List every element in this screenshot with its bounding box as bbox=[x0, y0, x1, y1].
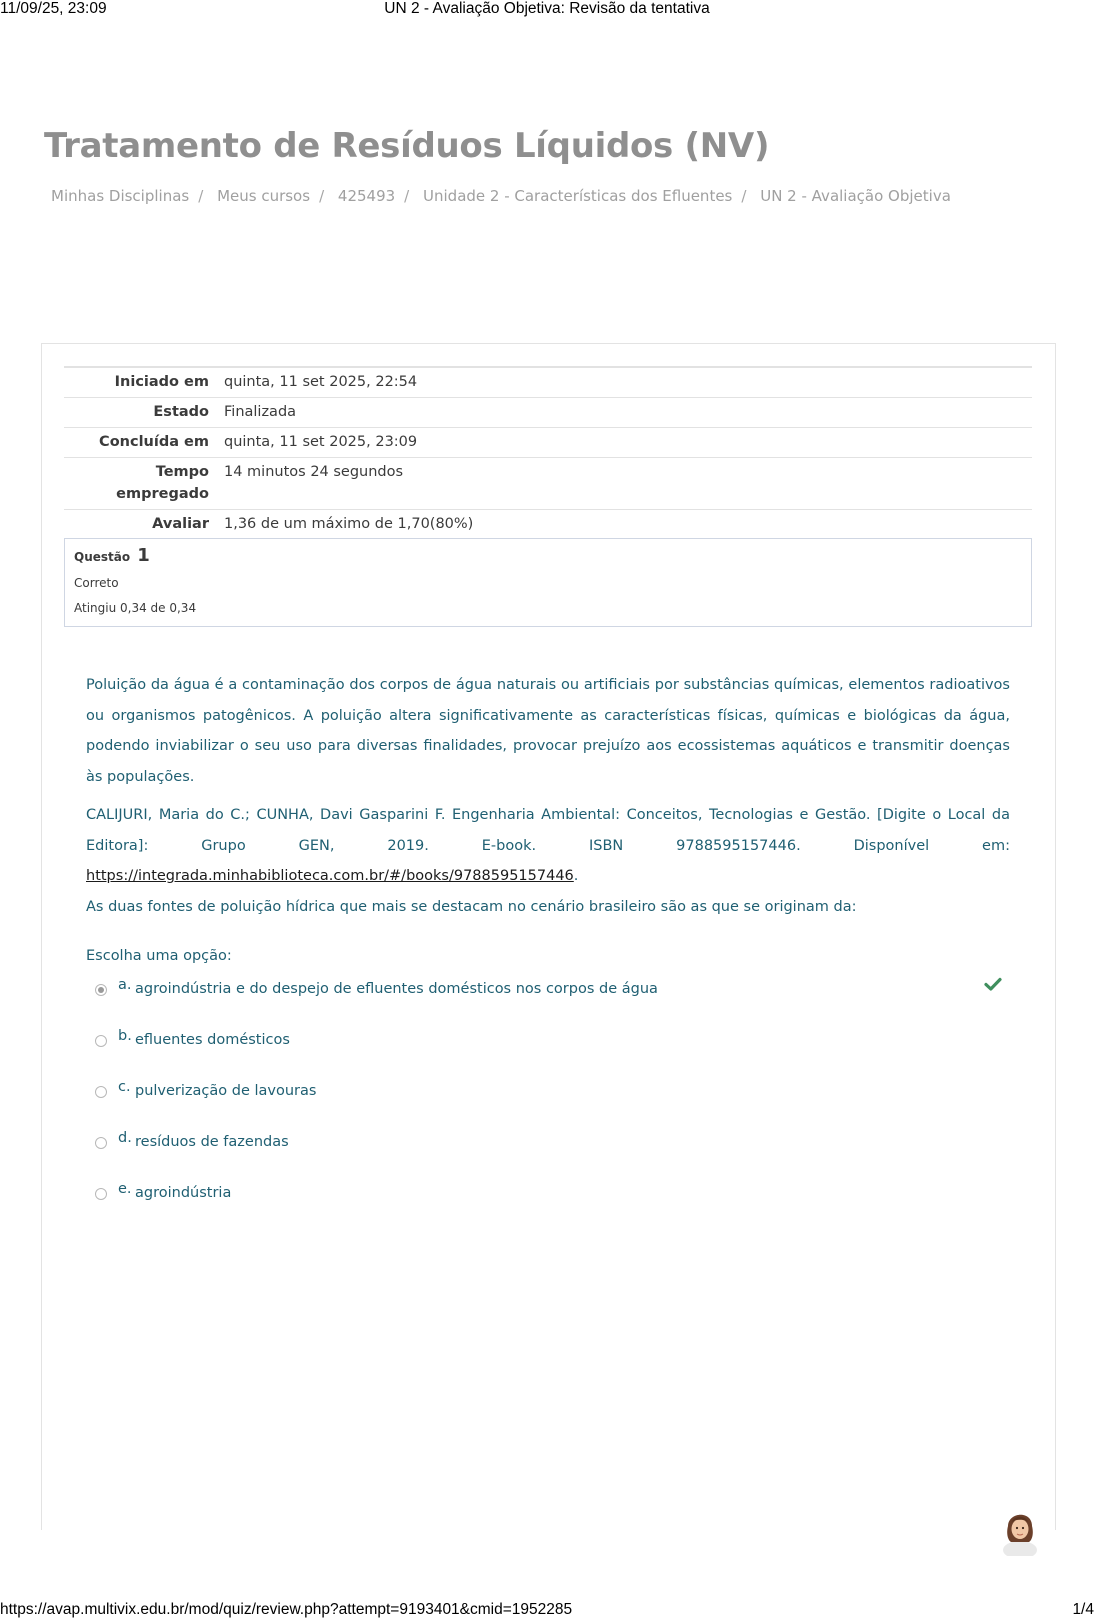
question-label: Questão bbox=[74, 550, 131, 564]
option-text: pulverização de lavouras bbox=[135, 1083, 317, 1099]
option-text: agroindústria e do despejo de efluentes domésticos nos corpos de água bbox=[135, 981, 658, 997]
reference-link[interactable]: https://integrada.minhabiblioteca.com.br/#/books/9788595157446 bbox=[86, 868, 574, 884]
option-letter: c. bbox=[118, 1079, 131, 1095]
option-letter: b. bbox=[118, 1028, 132, 1044]
radio-button[interactable] bbox=[95, 1188, 107, 1200]
answer-option-e[interactable] bbox=[95, 1181, 1035, 1211]
answer-option-d[interactable] bbox=[95, 1130, 1035, 1160]
breadcrumb-separator: / bbox=[198, 187, 204, 205]
check-icon bbox=[984, 975, 1002, 993]
answer-option-a[interactable] bbox=[95, 977, 1035, 1007]
breadcrumb-item-unidade[interactable]: Unidade 2 - Características dos Efluentes bbox=[423, 187, 733, 205]
summary-value: 14 minutos 24 segundos bbox=[224, 458, 1032, 510]
option-text: agroindústria bbox=[135, 1185, 232, 1201]
summary-label: Tempo empregado bbox=[64, 458, 224, 510]
reference-text: CALIJURI, Maria do C.; CUNHA, Davi Gasparini F. Engenharia Ambiental: Conceitos, Tecnologias e Gestão. [Digite o Local da Editora]: Grupo GEN, 2019. E-book. ISBN 9788595157446. Disponível em: bbox=[86, 807, 1010, 854]
summary-row bbox=[64, 367, 1032, 398]
breadcrumb-item-course-id[interactable]: 425493 bbox=[337, 187, 396, 205]
question-number bbox=[74, 545, 150, 566]
question-reference bbox=[86, 800, 1010, 892]
print-footer bbox=[0, 1601, 1094, 1621]
avatar-icon[interactable] bbox=[999, 1504, 1041, 1556]
print-url: https://avap.multivix.edu.br/mod/quiz/review.php?attempt=9193401&cmid=1952285 bbox=[0, 1601, 573, 1618]
course-title: Tratamento de Resíduos Líquidos (NV) bbox=[44, 126, 770, 166]
radio-button[interactable] bbox=[95, 1086, 107, 1098]
option-letter: a. bbox=[118, 977, 132, 993]
question-number-value: 1 bbox=[137, 545, 150, 566]
question-text bbox=[86, 670, 1010, 900]
answer-option-c[interactable] bbox=[95, 1079, 1035, 1109]
breadcrumb-separator: / bbox=[404, 187, 410, 205]
question-state: Correto bbox=[74, 576, 119, 590]
summary-label: Avaliar bbox=[64, 510, 224, 540]
breadcrumb-item-meus-cursos[interactable]: Meus cursos bbox=[217, 187, 311, 205]
radio-button[interactable] bbox=[95, 1137, 107, 1149]
option-letter: e. bbox=[118, 1181, 132, 1197]
summary-row bbox=[64, 398, 1032, 428]
breadcrumb-item-disciplinas[interactable]: Minhas Disciplinas bbox=[51, 187, 190, 205]
question-info-box bbox=[64, 538, 1032, 627]
summary-row bbox=[64, 458, 1032, 510]
question-paragraph: Poluição da água é a contaminação dos corpos de água naturais ou artificiais por substâncias químicas, elementos radioativos ou organismos patogênicos. A poluição altera significativamente as características físicas, químicas e biológicas da água, podendo inviabilizar o seu uso para diversas finalidades, provocar prejuízo aos ecossistemas aquáticos e transmitir doenças às populações. bbox=[86, 677, 1010, 785]
attempt-summary-table bbox=[64, 366, 1032, 540]
summary-value: 1,36 de um máximo de 1,70(80%) bbox=[224, 510, 1032, 540]
summary-value: quinta, 11 set 2025, 22:54 bbox=[224, 367, 1032, 398]
breadcrumb-separator: / bbox=[741, 187, 747, 205]
breadcrumb-separator: / bbox=[319, 187, 325, 205]
reference-end: . bbox=[573, 868, 579, 884]
print-page-title: UN 2 - Avaliação Objetiva: Revisão da tentativa bbox=[384, 0, 710, 17]
summary-label: Concluída em bbox=[64, 428, 224, 458]
question-prompt: As duas fontes de poluição hídrica que mais se destacam no cenário brasileiro são as que se originam da: bbox=[86, 899, 857, 915]
summary-label: Iniciado em bbox=[64, 367, 224, 398]
summary-row bbox=[64, 428, 1032, 458]
breadcrumb bbox=[51, 187, 951, 205]
radio-button[interactable] bbox=[95, 984, 107, 996]
option-text: resíduos de fazendas bbox=[135, 1134, 289, 1150]
print-datetime: 11/09/25, 23:09 bbox=[0, 0, 107, 17]
summary-label: Estado bbox=[64, 398, 224, 428]
radio-button[interactable] bbox=[95, 1035, 107, 1047]
summary-row bbox=[64, 510, 1032, 540]
question-grade: Atingiu 0,34 de 0,34 bbox=[74, 601, 197, 615]
breadcrumb-item-avaliacao[interactable]: UN 2 - Avaliação Objetiva bbox=[760, 187, 951, 205]
option-text: efluentes domésticos bbox=[135, 1032, 290, 1048]
answer-option-b[interactable] bbox=[95, 1028, 1035, 1058]
print-header bbox=[0, 0, 1094, 20]
choose-option-label: Escolha uma opção: bbox=[86, 948, 232, 964]
summary-value: Finalizada bbox=[224, 398, 1032, 428]
summary-value: quinta, 11 set 2025, 23:09 bbox=[224, 428, 1032, 458]
print-page-number: 1/4 bbox=[1072, 1601, 1094, 1618]
option-letter: d. bbox=[118, 1130, 132, 1146]
